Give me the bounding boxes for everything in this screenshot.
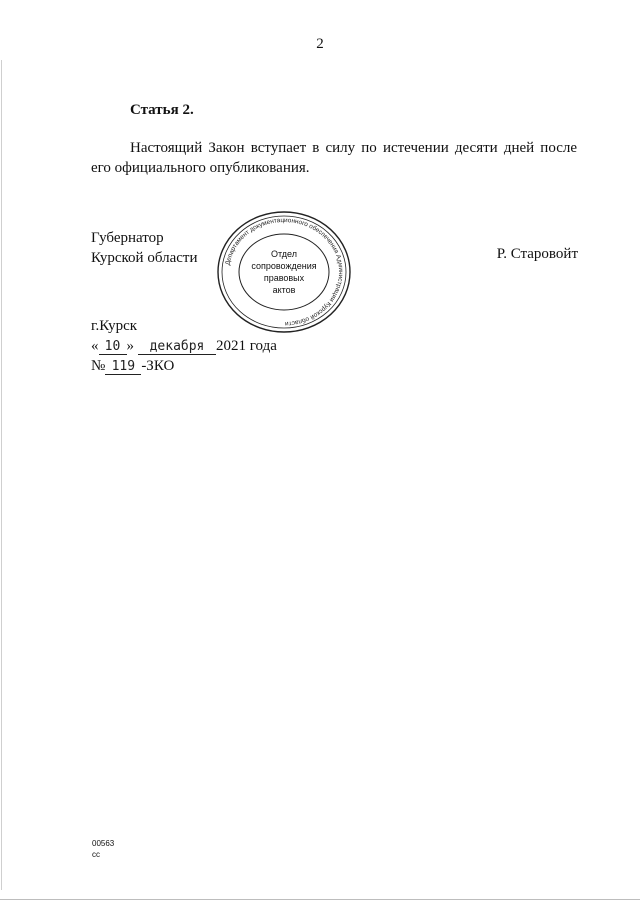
date-day: 10: [99, 340, 127, 355]
date-month: декабря: [138, 340, 216, 355]
number-suffix: -ЗКО: [141, 358, 175, 374]
scan-edge-left: [1, 60, 2, 890]
date-line: [91, 336, 277, 356]
signatory-title-line1: Губернатор: [91, 230, 164, 246]
law-number: 119: [105, 360, 141, 375]
city: г.Курск: [91, 318, 138, 334]
footer-initials: сс: [92, 850, 100, 859]
stamp-center-line4: актов: [272, 285, 296, 295]
quote-open: «: [91, 338, 99, 354]
signatory-name: Р. Старовойт: [496, 246, 578, 262]
date-year: 2021 года: [216, 338, 277, 354]
stamp-center-line3: правовых: [263, 273, 305, 283]
signatory-title: [91, 228, 197, 268]
article-text: Настоящий Закон вступает в силу по истечении десяти дней после его официального опубликования.: [91, 140, 577, 176]
quote-close: »: [126, 338, 134, 354]
law-number-line: [91, 356, 277, 376]
place-and-date-block: [91, 316, 277, 376]
footer-code: 00563: [92, 839, 115, 848]
stamp-ring-text: Департамент документационного обеспечения Администрации Курской области: [224, 216, 345, 328]
scan-edge-bottom: [0, 899, 640, 900]
page-number: 2: [316, 36, 324, 52]
signatory-title-line2: Курской области: [91, 250, 198, 266]
stamp-center-line1: Отдел: [270, 249, 298, 259]
stamp-center-line2: сопровождения: [251, 261, 317, 271]
number-prefix: №: [91, 358, 106, 374]
article-title: Статья 2.: [130, 102, 194, 118]
footer-code-block: [92, 838, 114, 860]
